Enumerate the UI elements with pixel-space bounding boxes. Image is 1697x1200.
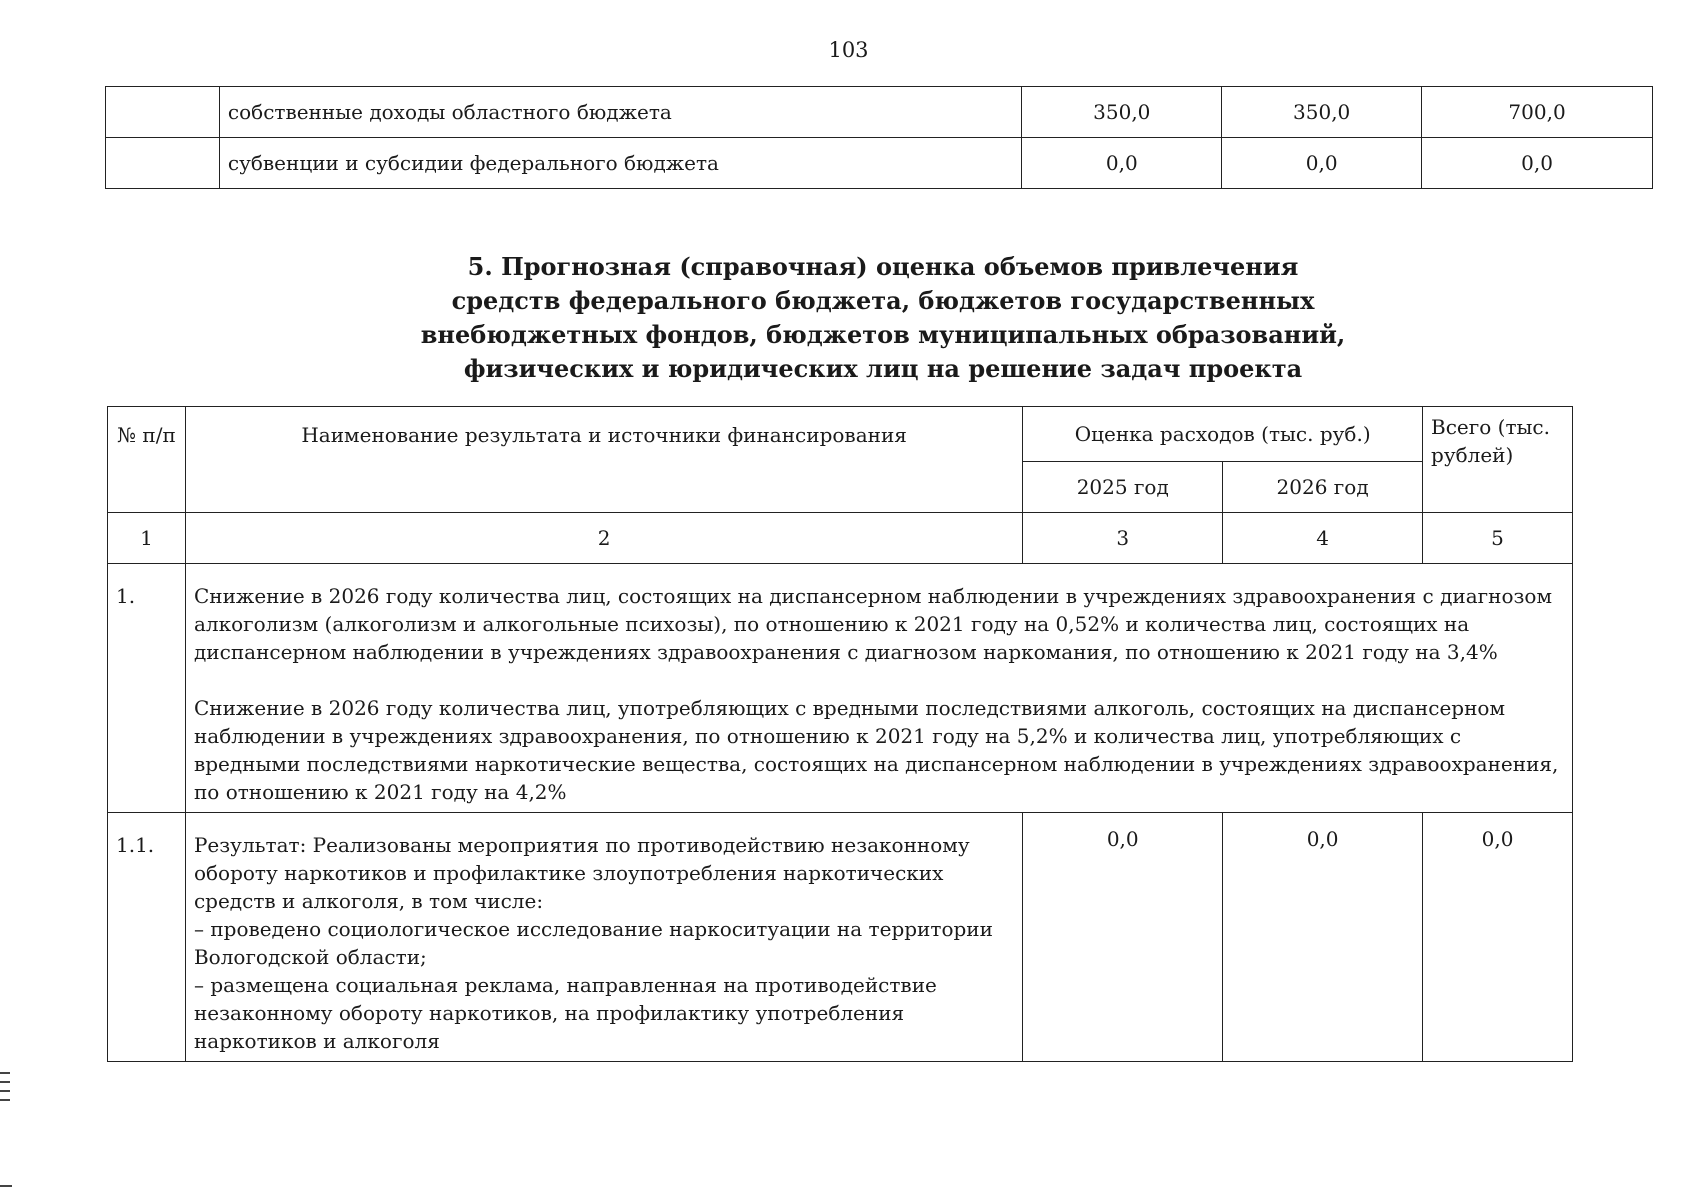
header-estimate: Оценка расходов (тыс. руб.) [1023,407,1423,462]
header-row [108,407,1573,462]
header-year-2025: 2025 год [1023,462,1223,513]
column-number: 5 [1423,513,1573,564]
source-label: субвенции и субсидии федерального бюджета [219,138,1021,189]
column-numbers-row [108,513,1573,564]
value-2026: 0,0 [1223,813,1423,1062]
value-2025: 0,0 [1022,138,1222,189]
task-description [185,564,1572,813]
column-number: 1 [108,513,186,564]
table-row [106,87,1653,138]
source-label: собственные доходы областного бюджета [219,87,1021,138]
result-row [108,813,1573,1062]
column-number: 2 [185,513,1022,564]
row-number: 1. [108,564,186,813]
header-year-2026: 2026 год [1223,462,1423,513]
header-no: № п/п [108,407,186,513]
funding-estimate-table [107,406,1573,1062]
header-name: Наименование результата и источники финансирования [185,407,1022,513]
section-title-line: физических и юридических лиц на решение задач проекта [463,354,1303,383]
result-text: – проведено социологическое исследование наркоситуации на территории Вологодской области; [193,917,993,969]
empty-cell [106,138,220,189]
section-title-line: внебюджетных фондов, бюджетов муниципальных образований, [420,320,1346,349]
section-title-line: 5. Прогнозная (справочная) оценка объемов привлечения [467,252,1299,281]
column-number: 4 [1223,513,1423,564]
scan-margin-marks [0,1072,10,1108]
value-2026: 350,0 [1222,87,1422,138]
result-text: Результат: Реализованы мероприятия по противодействию незаконному обороту наркотиков и профилактике злоупотребления наркотических средств и алкоголя, в том числе: [193,833,970,913]
result-text: – размещена социальная реклама, направленная на противодействие незаконному обороту наркотиков, на профилактику употребления наркотиков и алкоголя [193,973,937,1053]
task-paragraph: Снижение в 2026 году количества лиц, употребляющих с вредными последствиями алкоголь, состоящих на диспансерном наблюдении в учреждениях здравоохранения, по отношению к 2021 году на 5,2% и количества лиц, употребляющих с вредными последствиями наркотические вещества, состоящих на диспансерном наблюдении в учреждениях здравоохранения, по отношению к 2021 году на 4,2% [193,696,1559,804]
task-row [108,564,1573,813]
table-row [106,138,1653,189]
scan-edge-mark [0,1185,12,1187]
column-number: 3 [1023,513,1223,564]
budget-sources-table [105,86,1653,189]
value-2026: 0,0 [1222,138,1422,189]
section-title [0,250,1697,386]
header-total: Всего (тыс. рублей) [1423,407,1573,513]
row-number: 1.1. [108,813,186,1062]
value-total: 0,0 [1422,138,1653,189]
empty-cell [106,87,220,138]
value-total: 0,0 [1423,813,1573,1062]
value-2025: 350,0 [1022,87,1222,138]
result-description [185,813,1022,1062]
value-total: 700,0 [1422,87,1653,138]
task-paragraph: Снижение в 2026 году количества лиц, состоящих на диспансерном наблюдении в учреждениях здравоохранения с диагнозом алкоголизм (алкоголизм и алкогольные психозы), по отношению к 2021 году на 0,52% и количества лиц, состоящих на диспансерном наблюдении в учреждениях здравоохранения с диагнозом наркомания, по отношению к 2021 году на 3,4% [193,584,1552,664]
page-number: 103 [828,38,869,62]
value-2025: 0,0 [1023,813,1223,1062]
section-title-line: средств федерального бюджета, бюджетов государственных [451,286,1315,315]
